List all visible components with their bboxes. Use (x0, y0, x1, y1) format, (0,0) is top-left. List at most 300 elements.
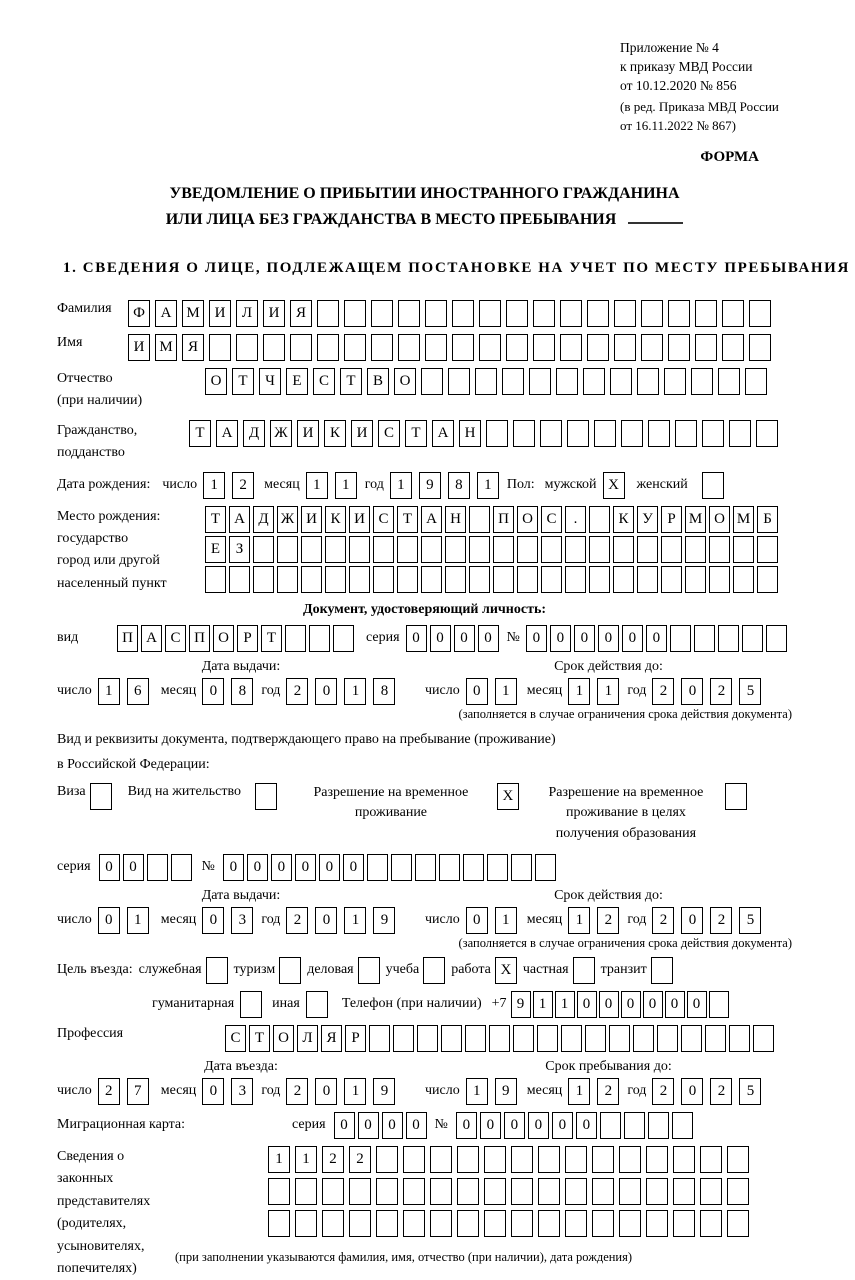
char-cell-filled[interactable]: 1 (390, 472, 412, 499)
char-cell-filled[interactable]: Б (757, 506, 778, 533)
char-cell-empty[interactable] (325, 536, 346, 563)
char-cell-empty[interactable] (637, 368, 659, 395)
stay-month-input[interactable] (568, 1078, 619, 1105)
char-cell-filled[interactable]: 2 (322, 1146, 344, 1173)
char-cell-empty[interactable] (479, 334, 501, 361)
char-cell-filled[interactable]: С (378, 420, 400, 447)
char-cell-filled[interactable]: 0 (99, 854, 120, 881)
char-cell-empty[interactable] (695, 300, 717, 327)
profession-input[interactable] (225, 1025, 774, 1052)
char-cell-filled[interactable]: М (733, 506, 754, 533)
legal-reps-row2-input[interactable] (268, 1178, 749, 1205)
char-cell-empty[interactable] (421, 566, 442, 593)
char-cell-filled[interactable]: 0 (247, 854, 268, 881)
char-cell-empty[interactable] (479, 300, 501, 327)
legal-reps-row1-input[interactable] (268, 1146, 749, 1173)
char-cell-filled[interactable]: . (565, 506, 586, 533)
char-cell-empty[interactable] (673, 1146, 695, 1173)
char-cell-empty[interactable] (749, 334, 771, 361)
char-cell-filled[interactable]: 0 (576, 1112, 597, 1139)
char-cell-empty[interactable] (349, 1178, 371, 1205)
birth-day-input[interactable] (203, 472, 254, 499)
char-cell-empty[interactable] (592, 1210, 614, 1237)
char-cell-filled[interactable]: 0 (687, 991, 707, 1018)
char-cell-filled[interactable]: 2 (286, 907, 308, 934)
char-cell-empty[interactable] (700, 1146, 722, 1173)
char-cell-empty[interactable] (285, 625, 306, 652)
char-cell-filled[interactable]: 1 (568, 1078, 590, 1105)
char-cell-empty[interactable] (651, 957, 673, 984)
char-cell-empty[interactable] (290, 334, 312, 361)
char-cell-filled[interactable]: 1 (533, 991, 553, 1018)
char-cell-filled[interactable]: 0 (681, 1078, 703, 1105)
char-cell-filled[interactable]: И (351, 420, 373, 447)
char-cell-empty[interactable] (441, 1025, 462, 1052)
char-cell-empty[interactable] (541, 566, 562, 593)
char-cell-empty[interactable] (430, 1210, 452, 1237)
char-cell-filled[interactable]: О (709, 506, 730, 533)
purpose-business-checkbox[interactable] (358, 957, 380, 984)
char-cell-empty[interactable] (425, 300, 447, 327)
birth-place-row1-input[interactable] (205, 506, 778, 533)
char-cell-filled[interactable]: 8 (373, 678, 395, 705)
char-cell-empty[interactable] (397, 536, 418, 563)
char-cell-filled[interactable]: О (517, 506, 538, 533)
char-cell-empty[interactable] (317, 300, 339, 327)
char-cell-empty[interactable] (263, 334, 285, 361)
char-cell-empty[interactable] (589, 566, 610, 593)
char-cell-empty[interactable] (430, 1146, 452, 1173)
char-cell-filled[interactable]: Ж (270, 420, 292, 447)
char-cell-filled[interactable]: Т (405, 420, 427, 447)
char-cell-empty[interactable] (661, 536, 682, 563)
char-cell-filled[interactable]: Л (297, 1025, 318, 1052)
char-cell-empty[interactable] (718, 625, 739, 652)
char-cell-empty[interactable] (358, 957, 380, 984)
char-cell-filled[interactable]: 2 (286, 678, 308, 705)
char-cell-empty[interactable] (637, 566, 658, 593)
char-cell-filled[interactable]: 1 (466, 1078, 488, 1105)
residence-issue-day-input[interactable] (98, 907, 149, 934)
char-cell-filled[interactable]: М (182, 300, 204, 327)
char-cell-empty[interactable] (540, 420, 562, 447)
char-cell-empty[interactable] (511, 1146, 533, 1173)
char-cell-empty[interactable] (573, 957, 595, 984)
char-cell-empty[interactable] (633, 1025, 654, 1052)
char-cell-empty[interactable] (369, 1025, 390, 1052)
char-cell-empty[interactable] (560, 334, 582, 361)
char-cell-empty[interactable] (670, 625, 691, 652)
char-cell-filled[interactable]: 1 (568, 678, 590, 705)
phone-input[interactable] (511, 991, 729, 1018)
char-cell-empty[interactable] (398, 334, 420, 361)
char-cell-filled[interactable]: 0 (622, 625, 643, 652)
purpose-official-checkbox[interactable] (206, 957, 228, 984)
birth-place-row2-input[interactable] (205, 536, 778, 563)
char-cell-empty[interactable] (702, 472, 724, 499)
char-cell-filled[interactable]: Я (182, 334, 204, 361)
char-cell-filled[interactable]: С (373, 506, 394, 533)
char-cell-empty[interactable] (487, 854, 508, 881)
char-cell-empty[interactable] (567, 420, 589, 447)
char-cell-filled[interactable]: И (349, 506, 370, 533)
identity-expiry-day-input[interactable] (466, 678, 517, 705)
char-cell-filled[interactable]: П (117, 625, 138, 652)
char-cell-empty[interactable] (541, 536, 562, 563)
char-cell-empty[interactable] (484, 1146, 506, 1173)
char-cell-filled[interactable]: Ч (259, 368, 281, 395)
residence-expiry-day-input[interactable] (466, 907, 517, 934)
char-cell-empty[interactable] (565, 1178, 587, 1205)
char-cell-empty[interactable] (415, 854, 436, 881)
char-cell-filled[interactable]: Е (286, 368, 308, 395)
char-cell-filled[interactable]: Т (397, 506, 418, 533)
char-cell-empty[interactable] (619, 1178, 641, 1205)
char-cell-empty[interactable] (556, 368, 578, 395)
char-cell-filled[interactable]: Н (459, 420, 481, 447)
char-cell-empty[interactable] (727, 1178, 749, 1205)
char-cell-filled[interactable]: Т (261, 625, 282, 652)
char-cell-empty[interactable] (619, 1210, 641, 1237)
char-cell-filled[interactable]: О (273, 1025, 294, 1052)
char-cell-empty[interactable] (646, 1178, 668, 1205)
char-cell-empty[interactable] (393, 1025, 414, 1052)
char-cell-filled[interactable]: 1 (127, 907, 149, 934)
char-cell-empty[interactable] (709, 991, 729, 1018)
char-cell-filled[interactable]: 8 (448, 472, 470, 499)
char-cell-filled[interactable]: 2 (349, 1146, 371, 1173)
char-cell-filled[interactable]: 0 (315, 1078, 337, 1105)
char-cell-filled[interactable]: Ф (128, 300, 150, 327)
char-cell-filled[interactable]: 0 (528, 1112, 549, 1139)
char-cell-filled[interactable]: 0 (406, 625, 427, 652)
char-cell-filled[interactable]: 0 (343, 854, 364, 881)
char-cell-empty[interactable] (322, 1210, 344, 1237)
char-cell-empty[interactable] (565, 536, 586, 563)
char-cell-filled[interactable]: 0 (334, 1112, 355, 1139)
char-cell-empty[interactable] (533, 300, 555, 327)
char-cell-empty[interactable] (583, 368, 605, 395)
char-cell-empty[interactable] (565, 1146, 587, 1173)
char-cell-filled[interactable]: 0 (315, 678, 337, 705)
char-cell-empty[interactable] (209, 334, 231, 361)
char-cell-empty[interactable] (268, 1210, 290, 1237)
identity-expiry-year-input[interactable] (652, 678, 761, 705)
char-cell-empty[interactable] (538, 1210, 560, 1237)
char-cell-empty[interactable] (621, 420, 643, 447)
char-cell-empty[interactable] (506, 300, 528, 327)
char-cell-filled[interactable]: 0 (202, 907, 224, 934)
identity-issue-day-input[interactable] (98, 678, 149, 705)
purpose-transit-checkbox[interactable] (651, 957, 673, 984)
birth-year-input[interactable] (390, 472, 499, 499)
char-cell-filled[interactable]: 2 (597, 1078, 619, 1105)
char-cell-filled[interactable]: Т (232, 368, 254, 395)
citizenship-input[interactable] (189, 420, 778, 447)
char-cell-filled[interactable]: А (141, 625, 162, 652)
residence-issue-month-input[interactable] (202, 907, 253, 934)
char-cell-empty[interactable] (517, 566, 538, 593)
char-cell-filled[interactable]: 2 (232, 472, 254, 499)
char-cell-empty[interactable] (421, 368, 443, 395)
birth-place-row3-input[interactable] (205, 566, 778, 593)
char-cell-filled[interactable]: 0 (552, 1112, 573, 1139)
char-cell-filled[interactable]: 1 (268, 1146, 290, 1173)
char-cell-filled[interactable]: 1 (568, 907, 590, 934)
char-cell-empty[interactable] (529, 368, 551, 395)
char-cell-empty[interactable] (648, 1112, 669, 1139)
char-cell-filled[interactable]: 1 (495, 678, 517, 705)
char-cell-filled[interactable]: Т (340, 368, 362, 395)
residence-expiry-month-input[interactable] (568, 907, 619, 934)
char-cell-filled[interactable]: О (213, 625, 234, 652)
char-cell-empty[interactable] (585, 1025, 606, 1052)
char-cell-filled[interactable]: 0 (646, 625, 667, 652)
char-cell-empty[interactable] (722, 300, 744, 327)
char-cell-empty[interactable] (371, 300, 393, 327)
char-cell-filled[interactable]: 1 (477, 472, 499, 499)
char-cell-filled[interactable]: Р (237, 625, 258, 652)
char-cell-empty[interactable] (538, 1146, 560, 1173)
char-cell-filled[interactable]: X (497, 783, 519, 810)
char-cell-filled[interactable]: 0 (430, 625, 451, 652)
char-cell-empty[interactable] (493, 566, 514, 593)
char-cell-empty[interactable] (685, 536, 706, 563)
char-cell-empty[interactable] (457, 1146, 479, 1173)
char-cell-empty[interactable] (349, 536, 370, 563)
char-cell-empty[interactable] (206, 957, 228, 984)
char-cell-empty[interactable] (613, 536, 634, 563)
char-cell-empty[interactable] (702, 420, 724, 447)
char-cell-filled[interactable]: 2 (98, 1078, 120, 1105)
char-cell-empty[interactable] (452, 300, 474, 327)
char-cell-empty[interactable] (560, 300, 582, 327)
char-cell-empty[interactable] (205, 566, 226, 593)
char-cell-filled[interactable]: А (229, 506, 250, 533)
given-name-input[interactable] (128, 334, 771, 361)
char-cell-empty[interactable] (592, 1178, 614, 1205)
char-cell-empty[interactable] (538, 1178, 560, 1205)
char-cell-empty[interactable] (668, 334, 690, 361)
char-cell-filled[interactable]: 2 (710, 1078, 732, 1105)
char-cell-empty[interactable] (253, 566, 274, 593)
char-cell-filled[interactable]: С (541, 506, 562, 533)
char-cell-empty[interactable] (425, 334, 447, 361)
char-cell-filled[interactable]: К (613, 506, 634, 533)
char-cell-empty[interactable] (469, 566, 490, 593)
char-cell-empty[interactable] (695, 334, 717, 361)
char-cell-empty[interactable] (614, 334, 636, 361)
char-cell-empty[interactable] (609, 1025, 630, 1052)
char-cell-empty[interactable] (309, 625, 330, 652)
char-cell-empty[interactable] (421, 536, 442, 563)
char-cell-empty[interactable] (594, 420, 616, 447)
char-cell-empty[interactable] (423, 957, 445, 984)
char-cell-empty[interactable] (398, 300, 420, 327)
char-cell-empty[interactable] (349, 566, 370, 593)
entry-year-input[interactable] (286, 1078, 395, 1105)
char-cell-filled[interactable]: 9 (373, 907, 395, 934)
char-cell-empty[interactable] (465, 1025, 486, 1052)
char-cell-empty[interactable] (469, 506, 490, 533)
residence-issue-year-input[interactable] (286, 907, 395, 934)
char-cell-filled[interactable]: 9 (373, 1078, 395, 1105)
char-cell-empty[interactable] (691, 368, 713, 395)
char-cell-filled[interactable]: С (225, 1025, 246, 1052)
char-cell-filled[interactable]: 9 (419, 472, 441, 499)
char-cell-empty[interactable] (517, 536, 538, 563)
char-cell-filled[interactable]: 8 (231, 678, 253, 705)
char-cell-empty[interactable] (475, 368, 497, 395)
entry-month-input[interactable] (202, 1078, 253, 1105)
char-cell-filled[interactable]: 0 (478, 625, 499, 652)
char-cell-filled[interactable]: 1 (335, 472, 357, 499)
char-cell-filled[interactable]: 2 (710, 678, 732, 705)
char-cell-filled[interactable]: И (128, 334, 150, 361)
patronymic-input[interactable] (205, 368, 767, 395)
char-cell-filled[interactable]: Р (661, 506, 682, 533)
char-cell-empty[interactable] (513, 1025, 534, 1052)
char-cell-empty[interactable] (457, 1210, 479, 1237)
legal-reps-row3-input[interactable] (268, 1210, 749, 1237)
purpose-work-checkbox[interactable] (495, 957, 517, 984)
char-cell-empty[interactable] (147, 854, 168, 881)
char-cell-empty[interactable] (333, 625, 354, 652)
char-cell-empty[interactable] (589, 536, 610, 563)
char-cell-filled[interactable]: 5 (739, 907, 761, 934)
char-cell-filled[interactable]: 2 (652, 1078, 674, 1105)
residence-number-input[interactable] (223, 854, 556, 881)
char-cell-filled[interactable]: 2 (710, 907, 732, 934)
char-cell-empty[interactable] (646, 1210, 668, 1237)
char-cell-filled[interactable]: Р (345, 1025, 366, 1052)
char-cell-empty[interactable] (753, 1025, 774, 1052)
char-cell-empty[interactable] (624, 1112, 645, 1139)
char-cell-filled[interactable]: 0 (319, 854, 340, 881)
char-cell-empty[interactable] (469, 536, 490, 563)
char-cell-empty[interactable] (279, 957, 301, 984)
char-cell-filled[interactable]: 1 (306, 472, 328, 499)
char-cell-empty[interactable] (268, 1178, 290, 1205)
char-cell-filled[interactable]: 0 (599, 991, 619, 1018)
char-cell-empty[interactable] (325, 566, 346, 593)
char-cell-filled[interactable]: П (493, 506, 514, 533)
char-cell-empty[interactable] (592, 1146, 614, 1173)
migration-series-input[interactable] (334, 1112, 427, 1139)
char-cell-filled[interactable]: И (297, 420, 319, 447)
char-cell-filled[interactable]: 6 (127, 678, 149, 705)
char-cell-empty[interactable] (587, 334, 609, 361)
char-cell-empty[interactable] (376, 1178, 398, 1205)
char-cell-empty[interactable] (277, 536, 298, 563)
char-cell-filled[interactable]: 1 (597, 678, 619, 705)
char-cell-empty[interactable] (648, 420, 670, 447)
char-cell-empty[interactable] (673, 1178, 695, 1205)
char-cell-empty[interactable] (484, 1178, 506, 1205)
char-cell-filled[interactable]: Е (205, 536, 226, 563)
purpose-other-checkbox[interactable] (306, 991, 328, 1018)
char-cell-empty[interactable] (637, 536, 658, 563)
char-cell-filled[interactable]: 1 (344, 678, 366, 705)
char-cell-empty[interactable] (565, 566, 586, 593)
identity-issue-year-input[interactable] (286, 678, 395, 705)
char-cell-filled[interactable]: 0 (643, 991, 663, 1018)
char-cell-empty[interactable] (685, 566, 706, 593)
char-cell-filled[interactable]: А (432, 420, 454, 447)
char-cell-empty[interactable] (757, 566, 778, 593)
char-cell-empty[interactable] (317, 334, 339, 361)
char-cell-filled[interactable]: 0 (526, 625, 547, 652)
char-cell-filled[interactable]: В (367, 368, 389, 395)
char-cell-empty[interactable] (561, 1025, 582, 1052)
char-cell-empty[interactable] (718, 368, 740, 395)
char-cell-filled[interactable]: 1 (495, 907, 517, 934)
char-cell-filled[interactable]: 0 (358, 1112, 379, 1139)
migration-number-input[interactable] (456, 1112, 693, 1139)
identity-doc-type-input[interactable] (117, 625, 354, 652)
char-cell-empty[interactable] (749, 300, 771, 327)
char-cell-empty[interactable] (756, 420, 778, 447)
char-cell-empty[interactable] (463, 854, 484, 881)
char-cell-empty[interactable] (486, 420, 508, 447)
char-cell-filled[interactable]: 0 (123, 854, 144, 881)
char-cell-filled[interactable]: X (603, 472, 625, 499)
char-cell-filled[interactable]: Д (243, 420, 265, 447)
char-cell-empty[interactable] (766, 625, 787, 652)
char-cell-empty[interactable] (344, 300, 366, 327)
sex-male-checkbox[interactable] (603, 472, 625, 499)
char-cell-filled[interactable]: 0 (202, 1078, 224, 1105)
char-cell-empty[interactable] (391, 854, 412, 881)
char-cell-filled[interactable]: 9 (495, 1078, 517, 1105)
char-cell-filled[interactable]: Т (189, 420, 211, 447)
char-cell-empty[interactable] (493, 536, 514, 563)
char-cell-filled[interactable]: 2 (597, 907, 619, 934)
char-cell-empty[interactable] (533, 334, 555, 361)
temp-residence-edu-checkbox[interactable] (725, 783, 747, 810)
char-cell-filled[interactable]: И (301, 506, 322, 533)
char-cell-filled[interactable]: 0 (295, 854, 316, 881)
entry-day-input[interactable] (98, 1078, 149, 1105)
stay-day-input[interactable] (466, 1078, 517, 1105)
char-cell-empty[interactable] (511, 854, 532, 881)
identity-issue-month-input[interactable] (202, 678, 253, 705)
char-cell-empty[interactable] (668, 300, 690, 327)
char-cell-empty[interactable] (445, 566, 466, 593)
char-cell-empty[interactable] (511, 1210, 533, 1237)
char-cell-filled[interactable]: 0 (504, 1112, 525, 1139)
char-cell-empty[interactable] (376, 1146, 398, 1173)
char-cell-filled[interactable]: С (165, 625, 186, 652)
char-cell-filled[interactable]: 0 (480, 1112, 501, 1139)
char-cell-filled[interactable]: 0 (466, 907, 488, 934)
char-cell-empty[interactable] (253, 536, 274, 563)
char-cell-filled[interactable]: 0 (406, 1112, 427, 1139)
char-cell-filled[interactable]: 0 (454, 625, 475, 652)
char-cell-empty[interactable] (295, 1178, 317, 1205)
char-cell-filled[interactable]: Я (321, 1025, 342, 1052)
char-cell-empty[interactable] (673, 1210, 695, 1237)
char-cell-empty[interactable] (705, 1025, 726, 1052)
char-cell-empty[interactable] (484, 1210, 506, 1237)
char-cell-filled[interactable]: А (155, 300, 177, 327)
char-cell-filled[interactable]: И (209, 300, 231, 327)
char-cell-filled[interactable]: 3 (231, 1078, 253, 1105)
char-cell-empty[interactable] (489, 1025, 510, 1052)
char-cell-empty[interactable] (722, 334, 744, 361)
char-cell-filled[interactable]: Т (205, 506, 226, 533)
char-cell-empty[interactable] (745, 368, 767, 395)
